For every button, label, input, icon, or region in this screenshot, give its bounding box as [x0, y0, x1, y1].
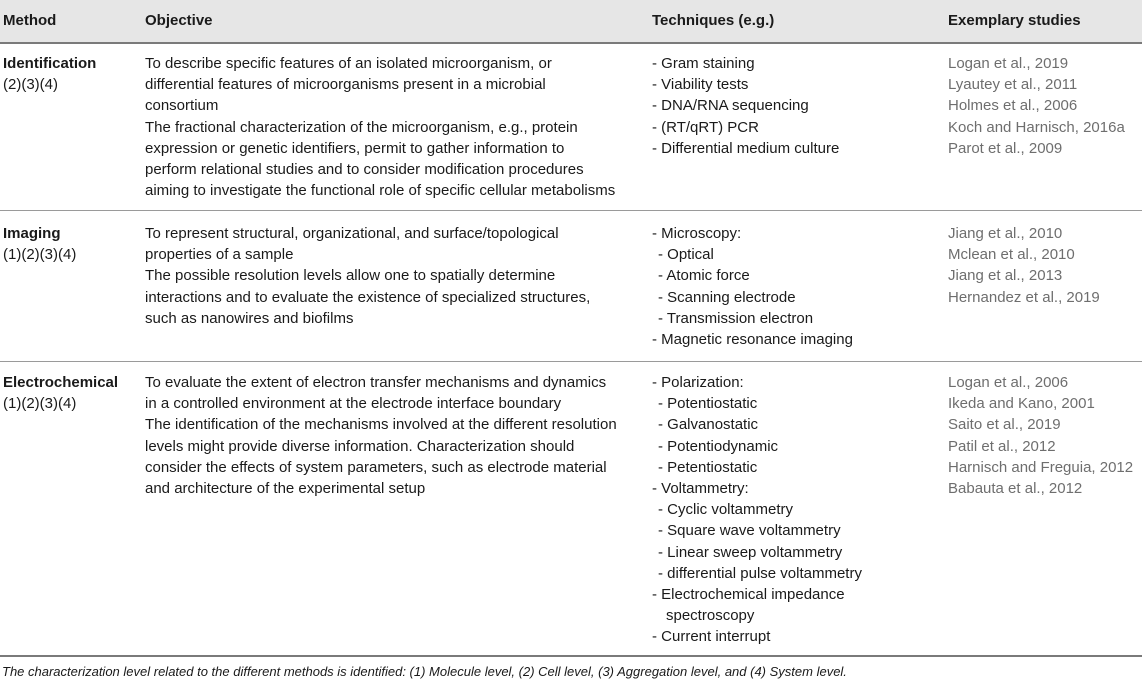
objective-line: perform relational studies and to consider modification procedures [145, 161, 584, 179]
technique-subitem: - Galvanostatic [658, 416, 759, 434]
objective-cell [145, 53, 615, 201]
technique-item: - Viability tests [652, 76, 749, 94]
objective-line: The possible resolution levels allow one to spatially determine [145, 267, 556, 285]
study-citation: Logan et al., 2006 [948, 374, 1069, 391]
technique-subitem: - Petentiostatic [658, 458, 758, 476]
technique-subitem: - Scanning electrode [658, 288, 796, 306]
objective-line: consortium [145, 97, 219, 115]
technique-item: - (RT/qRT) PCR [652, 118, 759, 136]
method-levels: (1)(2)(3)(4) [3, 395, 77, 413]
technique-subitem: - Linear sweep voltammetry [658, 543, 843, 561]
technique-item: - DNA/RNA sequencing [652, 97, 809, 115]
method-cell [3, 372, 118, 414]
technique-subitem: - differential pulse voltammetry [658, 564, 862, 582]
table-bottom-rule [0, 655, 1142, 657]
study-citation: Patil et al., 2012 [948, 437, 1056, 455]
method-levels: (2)(3)(4) [3, 76, 58, 94]
technique-subitem: - Square wave voltammetry [658, 522, 841, 540]
technique-subitem: - Optical [658, 246, 714, 264]
technique-subitem: - Atomic force [658, 267, 750, 285]
objective-line: aiming to investigate the functional role of specific cellular metabolisms [145, 182, 616, 200]
studies-cell [948, 372, 1133, 499]
objective-line: consider the effects of system parameters, such as electrode material [145, 458, 607, 476]
table-footnote: The characterization level related to the different methods is identified: (1) Molecule level, (2) Cell level, (3) Aggregation level, and (4) System level. [2, 664, 847, 679]
technique-item-continuation: spectroscopy [666, 607, 755, 625]
technique-item: - Polarization: [652, 374, 744, 391]
technique-item: - Differential medium culture [652, 139, 840, 157]
header-studies: Exemplary studies [948, 12, 1081, 29]
method-name: Electrochemical [3, 374, 119, 391]
method-name: Imaging [3, 225, 61, 242]
studies-cell [948, 53, 1125, 159]
objective-line: interactions and to evaluate the existence of specialized structures, [145, 288, 591, 306]
objective-cell [145, 372, 617, 499]
objective-line: The fractional characterization of the microorganism, e.g., protein [145, 118, 578, 136]
row-divider [0, 210, 1142, 211]
objective-line: differential features of microorganisms present in a microbial [145, 76, 546, 94]
study-citation: Parot et al., 2009 [948, 139, 1063, 157]
technique-item: - Voltammetry: [652, 480, 749, 498]
objective-line: To represent structural, organizational, and surface/topological [145, 225, 559, 242]
method-cell [3, 223, 76, 265]
technique-item: - Electrochemical impedance [652, 586, 845, 604]
study-citation: Saito et al., 2019 [948, 416, 1061, 434]
technique-subitem: - Potentiostatic [658, 395, 758, 413]
method-cell [3, 53, 96, 95]
techniques-cell [652, 53, 839, 159]
study-citation: Lyautey et al., 2011 [948, 76, 1078, 94]
techniques-cell [652, 372, 862, 648]
technique-subitem: - Cyclic voltammetry [658, 501, 794, 519]
study-citation: Mclean et al., 2010 [948, 246, 1075, 264]
objective-line: To evaluate the extent of electron transfer mechanisms and dynamics [145, 374, 607, 391]
objective-cell [145, 223, 590, 329]
header-method: Method [3, 12, 57, 29]
study-citation: Babauta et al., 2012 [948, 480, 1083, 498]
study-citation: Koch and Harnisch, 2016a [948, 118, 1125, 136]
study-citation: Harnisch and Freguia, 2012 [948, 458, 1134, 476]
objective-line: in a controlled environment at the electrode interface boundary [145, 395, 562, 413]
header-objective: Objective [145, 12, 213, 29]
study-citation: Hernandez et al., 2019 [948, 288, 1100, 306]
technique-subitem: - Transmission electron [658, 309, 814, 327]
objective-line: and architecture of the experimental setup [145, 480, 426, 498]
technique-item: - Current interrupt [652, 628, 771, 646]
objective-line: properties of a sample [145, 246, 294, 264]
technique-item: - Gram staining [652, 55, 755, 72]
studies-cell [948, 223, 1100, 308]
technique-subitem: - Potentiodynamic [658, 437, 779, 455]
objective-line: To describe specific features of an isolated microorganism, or [145, 55, 552, 72]
objective-line: The identification of the mechanisms involved at the different resolution [145, 416, 617, 434]
technique-item: - Magnetic resonance imaging [652, 331, 853, 349]
study-citation: Jiang et al., 2010 [948, 225, 1063, 242]
technique-item: - Microscopy: [652, 225, 742, 242]
method-levels: (1)(2)(3)(4) [3, 246, 77, 264]
objective-line: levels might provide diverse information. Characterization should [145, 437, 575, 455]
techniques-cell [652, 223, 853, 350]
objective-line: expression or genetic identifiers, permit to gather information to [145, 139, 565, 157]
method-name: Identification [3, 55, 97, 72]
study-citation: Holmes et al., 2006 [948, 97, 1078, 115]
header-techniques: Techniques (e.g.) [652, 12, 775, 29]
study-citation: Logan et al., 2019 [948, 55, 1069, 72]
table-header [0, 0, 1142, 42]
study-citation: Ikeda and Kano, 2001 [948, 395, 1095, 413]
objective-line: such as nanowires and biofilms [145, 309, 354, 327]
study-citation: Jiang et al., 2013 [948, 267, 1063, 285]
row-divider [0, 361, 1142, 362]
header-divider [0, 42, 1142, 44]
